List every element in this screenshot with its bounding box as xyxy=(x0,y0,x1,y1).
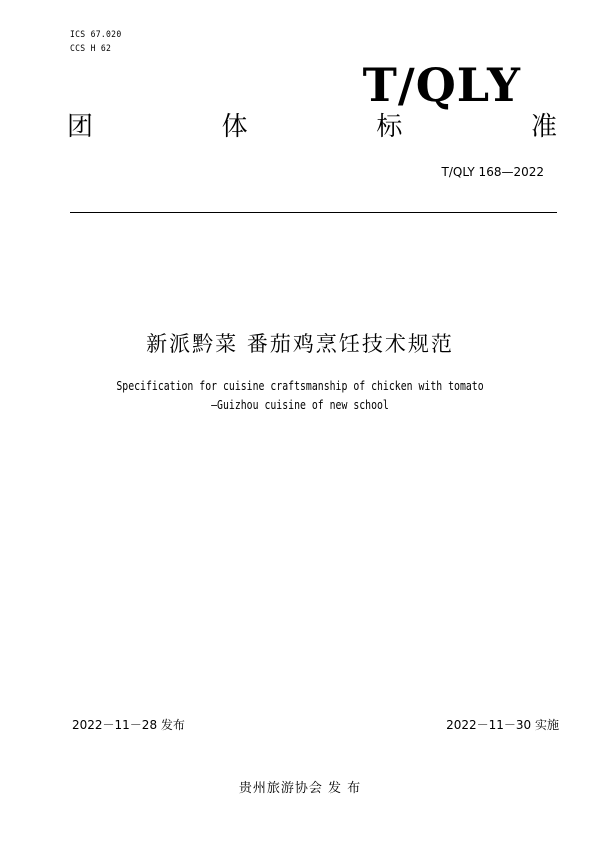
category-char-2: 体 xyxy=(221,112,248,142)
standard-number: T/QLY 168—2022 xyxy=(441,165,544,179)
english-title-line-1: Specification for cuisine craftsmanship of chicken with tomato xyxy=(116,379,484,393)
category-char-3: 标 xyxy=(376,112,403,142)
standard-logo: T/QLY xyxy=(362,58,521,112)
category-char-1: 团 xyxy=(67,112,94,142)
ics-code: ICS 67.020 xyxy=(70,30,122,40)
implementation-date: 2022－11－30 实施 xyxy=(446,718,559,732)
english-title-line-2: —Guizhou cuisine of new school xyxy=(211,398,389,412)
publish-date: 2022－11－28 发布 xyxy=(72,718,185,732)
category-char-4: 准 xyxy=(530,112,557,142)
chinese-title: 新派黔菜 番茄鸡烹饪技术规范 xyxy=(146,332,454,356)
publisher: 贵州旅游协会 发 布 xyxy=(238,781,362,796)
header-divider xyxy=(70,212,557,213)
ccs-code: CCS H 62 xyxy=(70,44,112,54)
standard-category xyxy=(67,114,557,140)
